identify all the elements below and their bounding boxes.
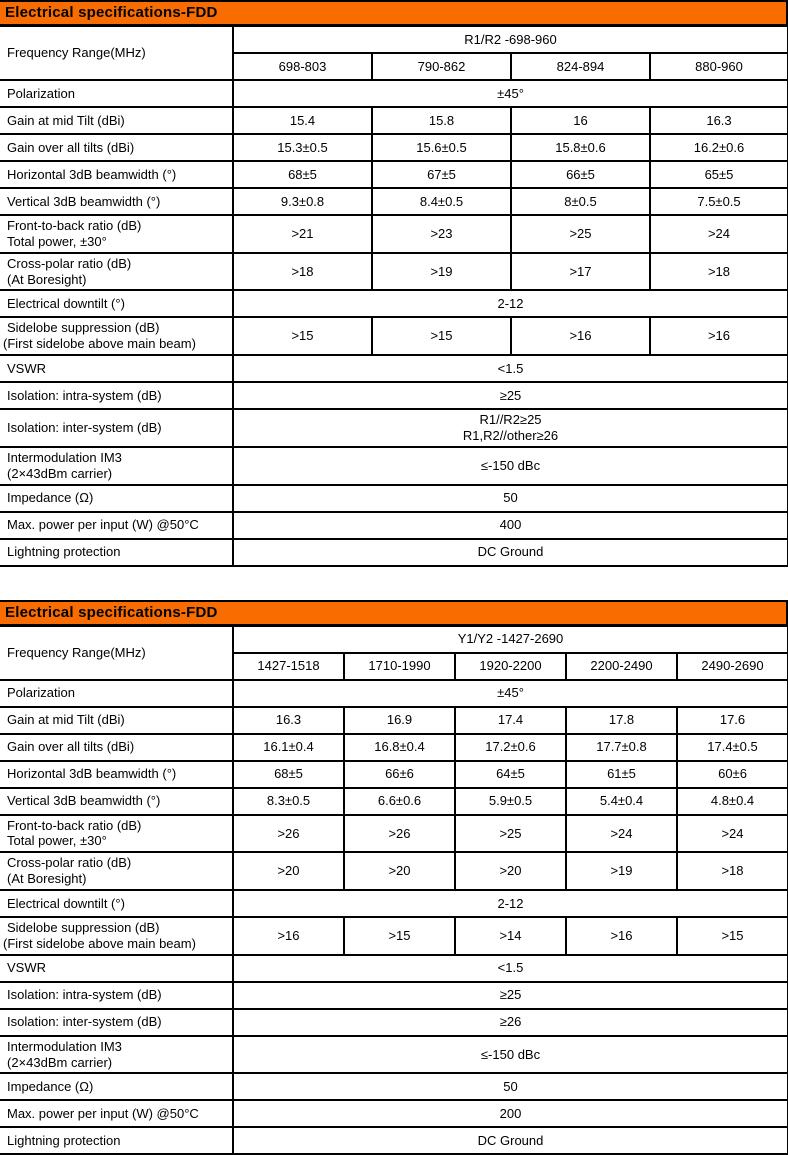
row-label-line1: Front-to-back ratio (dB) bbox=[7, 817, 142, 833]
row-label-line2: (First sidelobe above main beam) bbox=[3, 336, 196, 352]
row-label: Lightning protection bbox=[0, 1127, 233, 1154]
value-cell: >25 bbox=[455, 815, 566, 853]
row-label: Vertical 3dB beamwidth (°) bbox=[0, 788, 233, 815]
row-value: ≥25 bbox=[233, 982, 788, 1009]
row-label: Polarization bbox=[0, 80, 233, 107]
range-cell: 824-894 bbox=[511, 53, 650, 80]
row-value: 50 bbox=[233, 485, 788, 512]
row-label-line2: Total power, ±30° bbox=[7, 233, 107, 249]
row-value: <1.5 bbox=[233, 355, 788, 382]
row-value: ≤-150 dBc bbox=[233, 447, 788, 485]
value-cell: >21 bbox=[233, 215, 372, 253]
value-cell: >16 bbox=[511, 317, 650, 355]
row-label-line1: Intermodulation IM3 bbox=[7, 449, 122, 465]
range-cell: 2200-2490 bbox=[566, 653, 677, 680]
row-polarization bbox=[0, 80, 788, 107]
value-cell: >26 bbox=[344, 815, 455, 853]
value-cell: 5.4±0.4 bbox=[566, 788, 677, 815]
value-cell: >16 bbox=[233, 917, 344, 955]
row-label bbox=[0, 917, 233, 955]
row-gain-mid-tilt bbox=[0, 107, 788, 134]
row-value: ±45° bbox=[233, 680, 788, 707]
value-cell: >20 bbox=[455, 852, 566, 890]
row-label bbox=[0, 215, 233, 253]
value-cell: >19 bbox=[372, 253, 511, 291]
row-label-line1: Sidelobe suppression (dB) bbox=[7, 320, 160, 336]
row-label: Isolation: inter-system (dB) bbox=[0, 409, 233, 447]
row-electrical-downtilt bbox=[0, 290, 788, 317]
header-row-group bbox=[0, 627, 788, 653]
row-vertical-beamwidth bbox=[0, 188, 788, 215]
spec-section-high-band bbox=[0, 600, 788, 1155]
value-cell: >25 bbox=[511, 215, 650, 253]
row-label: Polarization bbox=[0, 680, 233, 707]
value-cell: 15.4 bbox=[233, 107, 372, 134]
value-cell: >16 bbox=[566, 917, 677, 955]
value-cell: >16 bbox=[650, 317, 788, 355]
row-max-power bbox=[0, 512, 788, 539]
row-label-line2: (At Boresight) bbox=[7, 871, 87, 887]
row-value: 2-12 bbox=[233, 290, 788, 317]
row-label bbox=[0, 253, 233, 291]
row-value bbox=[233, 409, 788, 447]
spec-table-low-band bbox=[0, 27, 788, 567]
value-cell: 4.8±0.4 bbox=[677, 788, 788, 815]
value-cell: 6.6±0.6 bbox=[344, 788, 455, 815]
section-title: Electrical specifications-FDD bbox=[0, 600, 788, 627]
value-cell: 7.5±0.5 bbox=[650, 188, 788, 215]
row-sidelobe-suppression bbox=[0, 317, 788, 355]
row-gain-all-tilts bbox=[0, 734, 788, 761]
row-value: 200 bbox=[233, 1100, 788, 1127]
value-cell: >17 bbox=[511, 253, 650, 291]
row-value: ≥26 bbox=[233, 1009, 788, 1036]
row-value: 50 bbox=[233, 1073, 788, 1100]
row-horizontal-beamwidth bbox=[0, 161, 788, 188]
row-isolation-inter bbox=[0, 1009, 788, 1036]
value-cell: 15.8±0.6 bbox=[511, 134, 650, 161]
row-label: Gain at mid Tilt (dBi) bbox=[0, 107, 233, 134]
row-label: Isolation: intra-system (dB) bbox=[0, 982, 233, 1009]
range-cell: 698-803 bbox=[233, 53, 372, 80]
spec-table-high-band bbox=[0, 627, 788, 1155]
value-cell: 9.3±0.8 bbox=[233, 188, 372, 215]
value-cell: 8.4±0.5 bbox=[372, 188, 511, 215]
row-label: Gain over all tilts (dBi) bbox=[0, 134, 233, 161]
value-cell: 16.2±0.6 bbox=[650, 134, 788, 161]
row-label-line1: Intermodulation IM3 bbox=[7, 1038, 122, 1054]
row-electrical-downtilt bbox=[0, 890, 788, 917]
row-label: Electrical downtilt (°) bbox=[0, 290, 233, 317]
value-cell: 64±5 bbox=[455, 761, 566, 788]
range-cell: 1920-2200 bbox=[455, 653, 566, 680]
freq-range-label: Frequency Range(MHz) bbox=[0, 27, 233, 80]
value-cell: >26 bbox=[233, 815, 344, 853]
value-cell: 16.3 bbox=[233, 707, 344, 734]
row-label: Lightning protection bbox=[0, 539, 233, 566]
value-cell: 16.8±0.4 bbox=[344, 734, 455, 761]
row-value-line2: R1,R2//other≥26 bbox=[462, 428, 559, 444]
row-isolation-inter bbox=[0, 409, 788, 447]
value-cell: >23 bbox=[372, 215, 511, 253]
value-cell: >18 bbox=[677, 852, 788, 890]
row-impedance bbox=[0, 485, 788, 512]
row-polarization bbox=[0, 680, 788, 707]
value-cell: >18 bbox=[233, 253, 372, 291]
row-label: Gain at mid Tilt (dBi) bbox=[0, 707, 233, 734]
row-horizontal-beamwidth bbox=[0, 761, 788, 788]
band-group-header: Y1/Y2 -1427-2690 bbox=[233, 627, 788, 653]
value-cell: >15 bbox=[677, 917, 788, 955]
value-cell: 61±5 bbox=[566, 761, 677, 788]
row-front-to-back bbox=[0, 815, 788, 853]
row-label: Vertical 3dB beamwidth (°) bbox=[0, 188, 233, 215]
value-cell: 15.3±0.5 bbox=[233, 134, 372, 161]
row-label-line1: Sidelobe suppression (dB) bbox=[7, 920, 160, 936]
row-label: Max. power per input (W) @50°C bbox=[0, 1100, 233, 1127]
row-max-power bbox=[0, 1100, 788, 1127]
row-sidelobe-suppression bbox=[0, 917, 788, 955]
row-label-line1: Cross-polar ratio (dB) bbox=[7, 255, 132, 271]
row-label-line1: Cross-polar ratio (dB) bbox=[7, 855, 132, 871]
row-label: Electrical downtilt (°) bbox=[0, 890, 233, 917]
freq-range-label: Frequency Range(MHz) bbox=[0, 627, 233, 680]
row-isolation-intra bbox=[0, 382, 788, 409]
row-value: ≥25 bbox=[233, 382, 788, 409]
value-cell: >14 bbox=[455, 917, 566, 955]
row-label-line2: (First sidelobe above main beam) bbox=[3, 935, 196, 951]
row-isolation-intra bbox=[0, 982, 788, 1009]
row-intermodulation bbox=[0, 447, 788, 485]
header-row-group bbox=[0, 27, 788, 53]
value-cell: 8.3±0.5 bbox=[233, 788, 344, 815]
value-cell: 17.2±0.6 bbox=[455, 734, 566, 761]
range-cell: 880-960 bbox=[650, 53, 788, 80]
row-label: Horizontal 3dB beamwidth (°) bbox=[0, 161, 233, 188]
row-lightning-protection bbox=[0, 1127, 788, 1154]
spec-section-low-band bbox=[0, 0, 788, 567]
row-vertical-beamwidth bbox=[0, 788, 788, 815]
value-cell: >24 bbox=[650, 215, 788, 253]
value-cell: 68±5 bbox=[233, 161, 372, 188]
value-cell: >20 bbox=[344, 852, 455, 890]
row-impedance bbox=[0, 1073, 788, 1100]
row-label bbox=[0, 317, 233, 355]
row-label-line2: Total power, ±30° bbox=[7, 833, 107, 849]
row-label: Max. power per input (W) @50°C bbox=[0, 512, 233, 539]
row-label-line2: (2×43dBm carrier) bbox=[7, 465, 113, 481]
row-label: Isolation: inter-system (dB) bbox=[0, 1009, 233, 1036]
row-label: Gain over all tilts (dBi) bbox=[0, 734, 233, 761]
row-vswr bbox=[0, 355, 788, 382]
value-cell: >20 bbox=[233, 852, 344, 890]
value-cell: 68±5 bbox=[233, 761, 344, 788]
value-cell: 65±5 bbox=[650, 161, 788, 188]
range-cell: 2490-2690 bbox=[677, 653, 788, 680]
value-cell: 16.3 bbox=[650, 107, 788, 134]
range-cell: 1710-1990 bbox=[344, 653, 455, 680]
value-cell: 16 bbox=[511, 107, 650, 134]
row-cross-polar bbox=[0, 253, 788, 291]
row-gain-mid-tilt bbox=[0, 707, 788, 734]
range-cell: 790-862 bbox=[372, 53, 511, 80]
row-label: VSWR bbox=[0, 955, 233, 982]
row-label: Impedance (Ω) bbox=[0, 485, 233, 512]
row-gain-all-tilts bbox=[0, 134, 788, 161]
row-label bbox=[0, 447, 233, 485]
row-label: Horizontal 3dB beamwidth (°) bbox=[0, 761, 233, 788]
value-cell: 17.8 bbox=[566, 707, 677, 734]
value-cell: >24 bbox=[566, 815, 677, 853]
section-title: Electrical specifications-FDD bbox=[0, 0, 788, 27]
row-cross-polar bbox=[0, 852, 788, 890]
row-vswr bbox=[0, 955, 788, 982]
value-cell: >15 bbox=[372, 317, 511, 355]
row-front-to-back bbox=[0, 215, 788, 253]
value-cell: >15 bbox=[344, 917, 455, 955]
row-value: <1.5 bbox=[233, 955, 788, 982]
value-cell: 15.8 bbox=[372, 107, 511, 134]
row-value: 400 bbox=[233, 512, 788, 539]
row-label bbox=[0, 815, 233, 853]
row-value: ±45° bbox=[233, 80, 788, 107]
value-cell: 17.4 bbox=[455, 707, 566, 734]
value-cell: 66±5 bbox=[511, 161, 650, 188]
row-label bbox=[0, 1036, 233, 1074]
value-cell: 8±0.5 bbox=[511, 188, 650, 215]
row-value: DC Ground bbox=[233, 1127, 788, 1154]
value-cell: 17.6 bbox=[677, 707, 788, 734]
value-cell: 15.6±0.5 bbox=[372, 134, 511, 161]
value-cell: 66±6 bbox=[344, 761, 455, 788]
value-cell: 60±6 bbox=[677, 761, 788, 788]
row-label-line2: (2×43dBm carrier) bbox=[7, 1054, 113, 1070]
range-cell: 1427-1518 bbox=[233, 653, 344, 680]
value-cell: 67±5 bbox=[372, 161, 511, 188]
value-cell: >24 bbox=[677, 815, 788, 853]
row-value: ≤-150 dBc bbox=[233, 1036, 788, 1074]
row-lightning-protection bbox=[0, 539, 788, 566]
row-label bbox=[0, 852, 233, 890]
row-intermodulation bbox=[0, 1036, 788, 1074]
row-value: 2-12 bbox=[233, 890, 788, 917]
value-cell: 17.7±0.8 bbox=[566, 734, 677, 761]
row-label-line2: (At Boresight) bbox=[7, 271, 87, 287]
row-label: VSWR bbox=[0, 355, 233, 382]
value-cell: >19 bbox=[566, 852, 677, 890]
value-cell: 16.9 bbox=[344, 707, 455, 734]
row-label-line1: Front-to-back ratio (dB) bbox=[7, 218, 142, 233]
row-label: Impedance (Ω) bbox=[0, 1073, 233, 1100]
band-group-header: R1/R2 -698-960 bbox=[233, 27, 788, 53]
value-cell: >18 bbox=[650, 253, 788, 291]
row-value-line1: R1//R2≥25 bbox=[479, 412, 542, 428]
value-cell: 16.1±0.4 bbox=[233, 734, 344, 761]
row-label: Isolation: intra-system (dB) bbox=[0, 382, 233, 409]
value-cell: 5.9±0.5 bbox=[455, 788, 566, 815]
value-cell: >15 bbox=[233, 317, 372, 355]
value-cell: 17.4±0.5 bbox=[677, 734, 788, 761]
row-value: DC Ground bbox=[233, 539, 788, 566]
